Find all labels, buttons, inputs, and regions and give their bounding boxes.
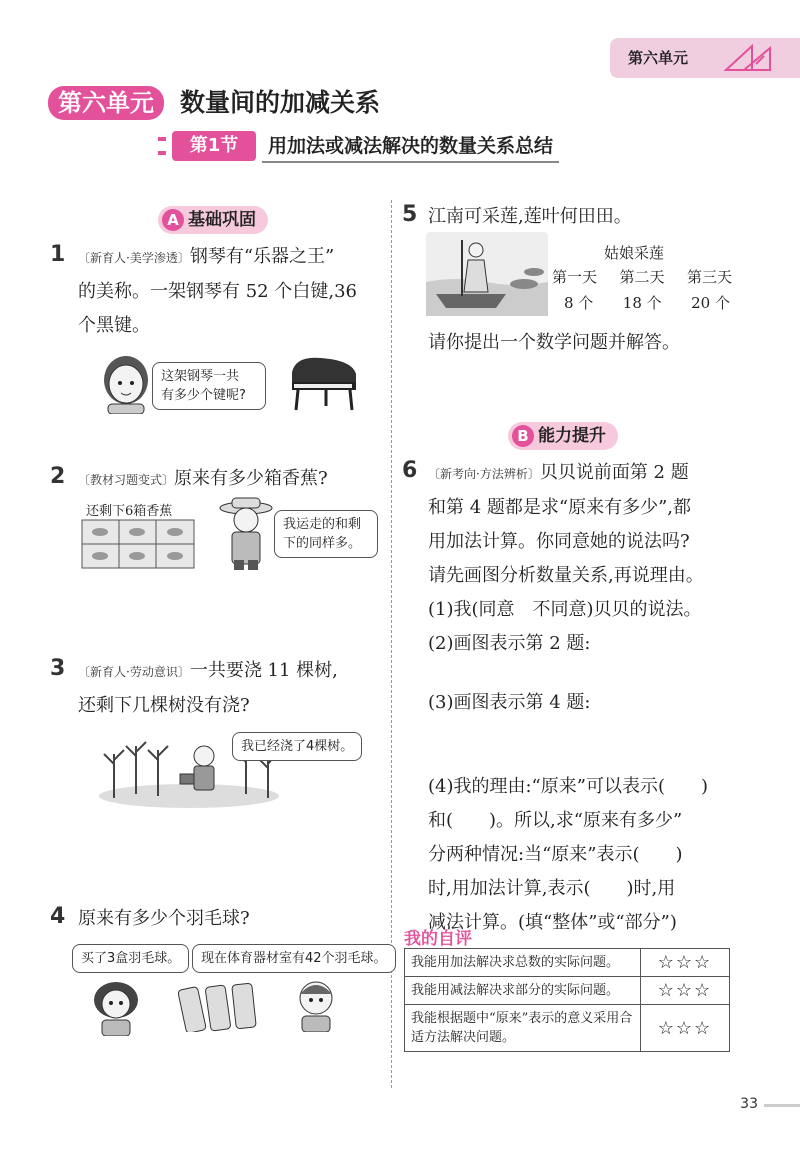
question-3-number: 3 bbox=[50, 656, 66, 681]
self-eval-title: 我的自评 bbox=[404, 929, 472, 949]
unit-badge: 第六单元 bbox=[48, 86, 164, 120]
question-2-text bbox=[78, 462, 388, 497]
level-a-label: 基础巩固 bbox=[188, 210, 256, 230]
question-5-ask: 请你提出一个数学问题并解答。 bbox=[428, 332, 680, 353]
question-6-part-4-line-5: 减法计算。(填“整体”或“部分”) bbox=[428, 912, 677, 933]
question-2-speech-bubble bbox=[274, 510, 378, 558]
day-2-count: 18 个 bbox=[622, 294, 662, 312]
question-6-part-3: (3)画图表示第 4 题: bbox=[428, 692, 591, 713]
question-1-speech-bubble bbox=[152, 362, 266, 410]
girl-2-illustration bbox=[88, 978, 144, 1036]
self-eval-text: 我能用加法解决求总数的实际问题。 bbox=[405, 949, 641, 977]
self-eval-stars[interactable]: ☆☆☆ bbox=[641, 1005, 730, 1052]
question-6-text bbox=[428, 456, 748, 661]
question-6-part-4 bbox=[428, 770, 748, 940]
question-2-bubble-line-2: 下的同样多。 bbox=[283, 536, 362, 551]
level-a-badge bbox=[158, 206, 268, 234]
question-4-number: 4 bbox=[50, 904, 66, 929]
question-6-part-4-line-4: 时,用加法计算,表示( )时,用 bbox=[428, 878, 676, 899]
question-4-text: 原来有多少个羽毛球? bbox=[78, 908, 250, 929]
question-3-line-2: 还剩下几棵树没有浇? bbox=[78, 695, 250, 716]
question-6-line-3: 用加法计算。你同意她的说法吗? bbox=[428, 531, 690, 552]
question-2-bubble-line-1: 我运走的和剩 bbox=[283, 517, 362, 532]
self-eval-row bbox=[405, 1005, 730, 1052]
level-b-letter: B bbox=[512, 425, 534, 447]
question-6-part-4-line-2: 和( )。所以,求“原来有多少” bbox=[428, 810, 683, 831]
question-1-number: 1 bbox=[50, 242, 66, 267]
question-1-line-3: 个黑键。 bbox=[78, 315, 150, 336]
self-eval-row bbox=[405, 949, 730, 977]
day-1-count: 8 个 bbox=[564, 294, 594, 312]
boy-illustration bbox=[290, 976, 342, 1032]
page-number: 33 bbox=[740, 1096, 758, 1112]
piano-illustration bbox=[286, 350, 362, 412]
level-a-letter: A bbox=[162, 209, 184, 231]
unit-title: 数量间的加减关系 bbox=[180, 88, 381, 117]
banana-boxes-illustration bbox=[80, 516, 196, 570]
day-2-label: 第二天 bbox=[619, 268, 665, 286]
day-3-count: 20 个 bbox=[691, 294, 730, 312]
question-1-line-2: 的美称。一架钢琴有 52 个白键,36 bbox=[78, 281, 357, 302]
question-1-line-1: 钢琴有“乐器之王” bbox=[189, 246, 335, 267]
level-b-label: 能力提升 bbox=[538, 426, 606, 446]
girl-illustration bbox=[96, 352, 156, 414]
question-4-bubble-left: 买了3盒羽毛球。 bbox=[72, 944, 189, 973]
self-eval-row bbox=[405, 977, 730, 1005]
question-3-line-1: 一共要浇 11 棵树, bbox=[189, 660, 338, 681]
day-1-label: 第一天 bbox=[552, 268, 598, 286]
level-b-badge bbox=[508, 422, 618, 450]
question-6-line-1: 贝贝说前面第 2 题 bbox=[539, 462, 689, 483]
question-3-tag: 〔新育人·劳动意识〕 bbox=[78, 665, 190, 679]
day-3-label: 第三天 bbox=[686, 268, 732, 286]
self-eval-text: 我能用减法解决求部分的实际问题。 bbox=[405, 977, 641, 1005]
banana-box-label: 还剩下6箱香蕉 bbox=[86, 504, 173, 519]
question-1-tag: 〔新育人·美学渗透〕 bbox=[78, 251, 190, 265]
question-6-number: 6 bbox=[402, 458, 418, 483]
question-5-number: 5 bbox=[402, 202, 418, 227]
farmer-illustration bbox=[218, 494, 276, 572]
question-6-part-4-line-3: 分两种情况:当“原来”表示( ) bbox=[428, 844, 683, 865]
question-2-line-1: 原来有多少箱香蕉? bbox=[174, 468, 328, 489]
unit-header-tab bbox=[610, 38, 800, 78]
self-eval-stars[interactable]: ☆☆☆ bbox=[641, 977, 730, 1005]
self-eval-text: 我能根据题中“原来”表示的意义采用合适方法解决问题。 bbox=[405, 1005, 641, 1052]
question-1-bubble-line-1: 这架钢琴一共 bbox=[161, 369, 240, 384]
question-1-text bbox=[78, 240, 388, 343]
section-title: 用加法或减法解决的数量关系总结 bbox=[262, 131, 559, 163]
question-6-line-4: 请先画图分析数量关系,再说理由。 bbox=[428, 565, 704, 586]
unit-tab-label: 第六单元 bbox=[628, 49, 689, 67]
question-3-speech-bubble: 我已经浇了4棵树。 bbox=[232, 732, 362, 761]
question-6-part-2: (2)画图表示第 2 题: bbox=[428, 633, 591, 654]
page-number-line bbox=[764, 1104, 800, 1107]
self-eval-stars[interactable]: ☆☆☆ bbox=[641, 949, 730, 977]
lotus-caption: 姑娘采莲 bbox=[604, 244, 665, 262]
question-3-text bbox=[78, 654, 388, 723]
question-2-number: 2 bbox=[50, 464, 66, 489]
question-6-tag: 〔新考向·方法辨析〕 bbox=[428, 467, 540, 481]
question-6-line-2: 和第 4 题都是求“原来有多少”,都 bbox=[428, 497, 692, 518]
question-4-bubble-right: 现在体育器材室有42个羽毛球。 bbox=[192, 944, 396, 973]
lotus-boat-illustration bbox=[426, 232, 548, 316]
lotus-counts-row bbox=[564, 292, 730, 313]
self-eval-table bbox=[404, 948, 730, 1052]
section-deco-icon bbox=[158, 131, 168, 161]
section-badge: 第1节 bbox=[172, 131, 256, 161]
question-5-text: 江南可采莲,莲叶何田田。 bbox=[428, 206, 632, 227]
question-1-bubble-line-2: 有多少个键呢? bbox=[161, 388, 246, 403]
lotus-days-row bbox=[552, 266, 732, 287]
triangle-ruler-icon bbox=[722, 44, 792, 72]
question-2-tag: 〔教材习题变式〕 bbox=[78, 473, 175, 487]
shuttlecock-boxes-illustration bbox=[178, 978, 262, 1032]
question-6-part-1: (1)我(同意 不同意)贝贝的说法。 bbox=[428, 599, 702, 620]
question-6-part-4-line-1: (4)我的理由:“原来”可以表示( ) bbox=[428, 776, 709, 797]
